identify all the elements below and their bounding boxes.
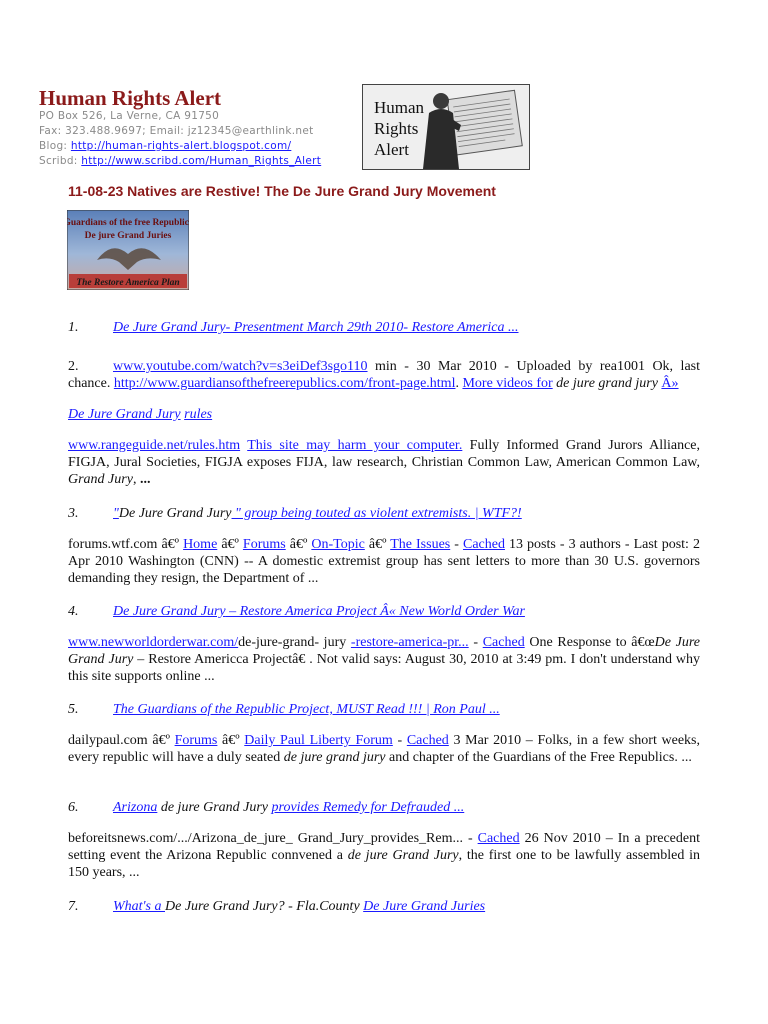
result-1 [68, 319, 700, 336]
result-number: 7. [68, 899, 79, 914]
result-number: 6. [68, 800, 79, 815]
result-6 [68, 799, 700, 816]
result-5-source: dailypaul.com â€º [68, 733, 175, 748]
result-7 [68, 898, 700, 915]
scribd-line [39, 154, 321, 169]
page-title: 11-08-23 Natives are Restive! The De Jure Grand Jury Movement [68, 183, 496, 199]
fax-email-line: Fax: 323.488.9697; Email: jz12345@earthlink.net [39, 125, 314, 137]
result-4-title-link-1[interactable]: De Jure Grand Jury [113, 604, 226, 619]
result-4 [68, 603, 700, 620]
newworldorderwar-link[interactable]: www.newworldorderwar.com/ [68, 635, 239, 650]
result-number: 1. [68, 320, 79, 335]
guardians-front-page-link[interactable]: http://www.guardiansofthefreerepublics.com/front-page.html [113, 376, 456, 391]
logo-image [362, 84, 530, 170]
cached-link[interactable]: Cached [406, 733, 449, 748]
scribd-link[interactable]: http://www.scribd.com/Human_Rights_Alert [81, 155, 322, 167]
result-3-title-link[interactable]: " group being touted as violent extremists. | WTF?! [231, 506, 522, 521]
logo-text [374, 97, 424, 160]
org-name: Human Rights Alert [39, 86, 222, 110]
rules-snippet-italic: Grand Jury [68, 472, 133, 487]
result-4-url-rest: de-jure-grand- jury [238, 635, 351, 650]
result-6-snippet-2: , the first one to be lawfully assembled in 150 years, ... [68, 848, 700, 880]
youtube-link[interactable]: www.youtube.com/watch?v=s3eiDef3sgo110 [113, 359, 368, 374]
result-3-quote-link[interactable]: " [113, 506, 119, 521]
result-3-body [68, 536, 700, 587]
result-2 [68, 358, 700, 392]
result-7-plain: De Jure Grand Jury? - Fla.County [165, 899, 364, 914]
result-6-body [68, 830, 700, 881]
more-videos-link[interactable]: More videos for [462, 376, 553, 391]
dash: - [392, 733, 407, 748]
more-videos-arrow-icon[interactable]: Â» [661, 376, 679, 391]
banner-line-2: De jure Grand Juries [84, 231, 172, 241]
result-5-body [68, 732, 700, 766]
cached-link[interactable]: Cached [482, 635, 525, 650]
result-4-snippet-1: One Response to â€œ [524, 635, 655, 650]
restore-america-link[interactable]: -restore-america-pr... [350, 635, 469, 650]
result-6-title-link[interactable]: provides Remedy for Defrauded ... [271, 800, 465, 815]
result-5-snippet-1: 3 Mar 2010 – Folks, in a few short weeks, every republic will have a duly seated [68, 733, 700, 765]
cached-link[interactable]: Cached [462, 537, 505, 552]
result-6-snippet-italic: de jure Grand Jury [347, 848, 459, 863]
result-5-snippet-2: and chapter of the Guardians of the Free Republics. ... [385, 750, 692, 765]
arizona-link[interactable]: Arizona [113, 800, 158, 815]
result-number: 4. [68, 604, 79, 619]
result-4-body [68, 634, 700, 685]
daily-paul-forum-link[interactable]: Daily Paul Liberty Forum [244, 733, 393, 748]
logo-line-1: Human [374, 98, 425, 117]
harm-warning-link[interactable]: This site may harm your computer. [247, 438, 463, 453]
blog-link[interactable]: http://human-rights-alert.blogspot.com/ [70, 140, 292, 152]
cached-link[interactable]: Cached [477, 831, 520, 846]
breadcrumb-sep: â€º [217, 537, 243, 552]
result-number: 5. [68, 702, 79, 717]
more-videos-query: de jure grand jury [552, 376, 662, 391]
result-4-snippet-italic: De Jure Grand Jury [68, 635, 701, 667]
breadcrumb-ontopic-link[interactable]: On-Topic [311, 537, 365, 552]
blog-label: Blog: [39, 140, 68, 152]
dash: - [468, 635, 483, 650]
result-1-title-link[interactable]: De Jure Grand Jury- Presentment March 29th 2010- Restore America ... [113, 320, 519, 335]
rules-snippet-ellipsis: ... [139, 472, 151, 487]
breadcrumb-sep: â€º [217, 733, 245, 748]
result-3-source: forums.wtf.com â€º [68, 537, 184, 552]
result-6-plain: de jure Grand Jury [157, 800, 272, 815]
result-number: 2. [68, 359, 79, 374]
result-3 [68, 505, 700, 522]
restore-america-banner [67, 210, 189, 290]
result-5-snippet-italic: de jure grand jury [283, 750, 386, 765]
result-rules-link-1[interactable]: De Jure Grand Jury [68, 407, 181, 422]
result-2-snippet: min - 30 Mar 2010 - Uploaded by rea1001 Ok, last chance. [68, 359, 700, 391]
result-rules-body [68, 437, 700, 488]
result-7-link-1[interactable]: What's a [113, 899, 165, 914]
rules-snippet-comma: , [132, 472, 140, 487]
banner-line-1: Guardians of the free Republics [67, 218, 189, 228]
breadcrumb-sep: â€º [285, 537, 312, 552]
result-2-punct: . [455, 376, 463, 391]
logo-line-3: Alert [374, 140, 409, 159]
breadcrumb-home-link[interactable]: Home [183, 537, 218, 552]
breadcrumb-forums-link[interactable]: Forums [242, 537, 286, 552]
result-3-snippet: 13 posts - 3 authors - Last post: 2 Apr 2010 Washington (CNN) -- A domestic extremist group has sent letters to more than 30 U.S. governors demanding they resign, the Department of ... [68, 537, 700, 586]
result-rules-link-2[interactable]: rules [184, 407, 213, 422]
scribd-label: Scribd: [39, 155, 78, 167]
result-6-snippet-1: 26 Nov 2010 – In a precedent setting event the Arizona Republic connvened a [68, 831, 700, 863]
result-number: 3. [68, 506, 79, 521]
result-6-source: beforeitsnews.com/.../Arizona_de_jure_ Grand_Jury_provides_Rem... - [68, 831, 478, 846]
result-7-link-2[interactable]: De Jure Grand Juries [363, 899, 486, 914]
result-4-snippet-2: – Restore Americca Projectâ€ . Not valid says: August 30, 2010 at 3:49 pm. I don't understand why this site supports online ... [68, 652, 701, 684]
breadcrumb-issues-link[interactable]: The Issues [390, 537, 451, 552]
breadcrumb-sep: â€º [364, 537, 391, 552]
dash: - [450, 537, 463, 552]
result-5-title-link[interactable]: The Guardians of the Republic Project, MUST Read !!! | Ron Paul ... [113, 702, 500, 717]
address-line: PO Box 526, La Verne, CA 91750 [39, 110, 220, 122]
logo-line-2: Rights [374, 119, 419, 138]
rules-snippet: Fully Informed Grand Jurors Alliance, FIGJA, Jural Societies, FIGJA exposes FIJA, law research, Christian Common Law, American Common Law, [68, 438, 701, 470]
result-4-title-link-2[interactable]: – Restore America Project Â« New World Order War [225, 604, 525, 619]
rangeguide-link[interactable]: www.rangeguide.net/rules.htm [68, 438, 241, 453]
breadcrumb-forums-link[interactable]: Forums [174, 733, 218, 748]
result-5 [68, 701, 700, 718]
banner-line-3: The Restore America Plan [76, 278, 180, 288]
result-3-plain: De Jure Grand Jury [118, 506, 232, 521]
blog-line [39, 139, 291, 154]
result-rules-title [68, 406, 700, 423]
